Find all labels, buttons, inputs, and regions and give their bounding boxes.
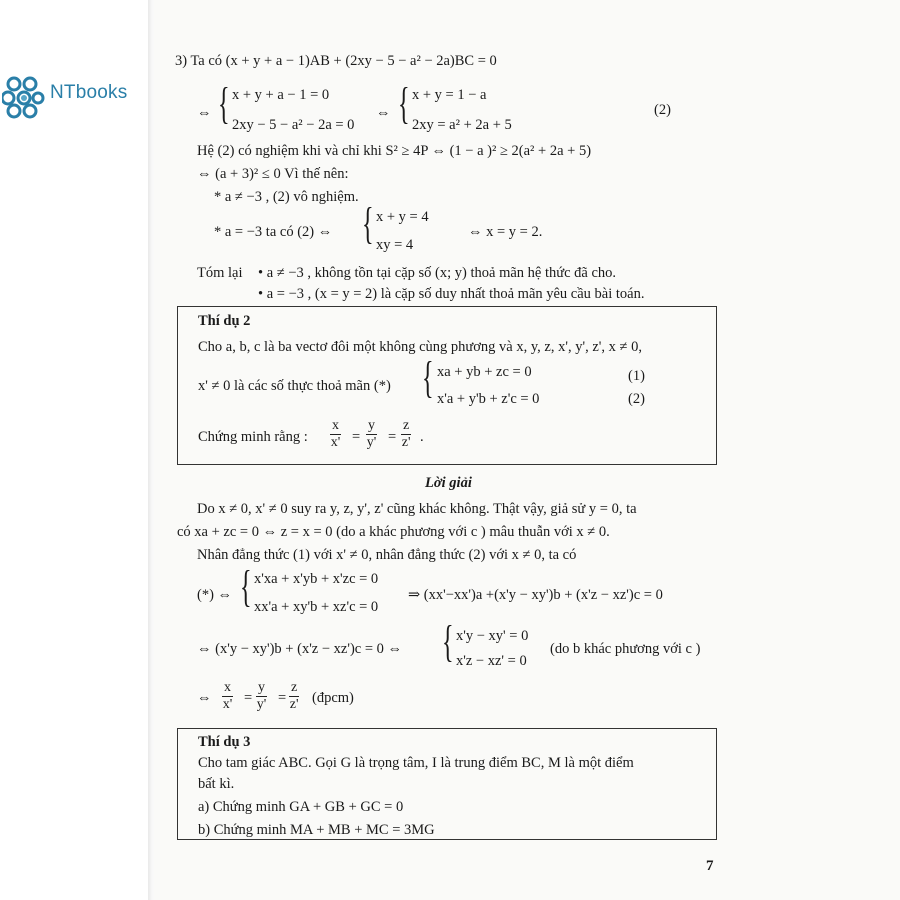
equation-tag: (2) [654,102,671,118]
system-brace: { [422,353,434,402]
equals-sign: = [278,690,287,706]
sys1-eq2: 2xy − 5 − a² − 2a = 0 [232,117,355,133]
fraction-x: $\frac{x}{x'}$ [222,680,233,712]
sys3-eq2: xy = 4 [376,237,414,253]
subtracted-result: ⇒ (xx'−xx')a +(x'y − xy')b + (x'z − xz')c = 0 [408,587,663,603]
fraction-y: $\frac{y}{y'}$ [366,418,377,450]
multiplied-eq1: x'xa + x'yb + x'zc = 0 [254,571,379,587]
part3-equiv2: ⇔ [376,105,391,121]
book-spine-margin [0,0,150,900]
sys2-eq1: x + y = 1 − a [412,87,487,103]
reduced-equation: ⇔ (x'y − xy')b + (x'z − xz')c = 0 ⇔ [197,641,403,657]
example-3-part-a: a) Chứng minh GA + GB + GC = 0 [198,799,404,815]
summary-item-1: • a ≠ −3 , không tồn tại cặp số (x; y) thoả mãn hệ thức đã cho. [258,265,617,281]
example-2-tag2: (2) [628,391,645,407]
fraction-z: $\frac{z}{z'}$ [401,418,411,450]
condition-eq1: x'y − xy' = 0 [456,628,529,644]
system-brace: { [442,617,454,666]
ntbooks-logo [2,72,152,122]
example-2-line1: Cho a, b, c là ba vectơ đôi một không cùng phương và x, y, z, x', y', z', x ≠ 0, [198,339,642,355]
part3-line5b: ⇔ x = y = 2. [468,224,543,240]
multiplied-eq2: xx'a + xy'b + xz'c = 0 [254,599,379,615]
part3-line3: ⇔ (a + 3)² ≤ 0 Vì thế nên: [197,166,349,182]
summary-label: Tóm lại [197,265,243,281]
solution-para3: Nhân đẳng thức (1) với x' ≠ 0, nhân đẳng thức (2) với x ≠ 0, ta có [197,547,577,563]
example-2-eq2: x'a + y'b + z'c = 0 [437,391,540,407]
sys3-eq1: x + y = 4 [376,209,429,225]
system-brace: { [398,79,410,128]
equals-sign: = [352,429,361,445]
example-2-prove: Chứng minh rằng : [198,429,308,445]
part3-equiv1: ⇔ [197,105,212,121]
star-equiv: (*) ⇔ [197,587,233,603]
example-2-title: Thí dụ 2 [198,313,251,329]
system-brace: { [218,79,230,128]
fraction-x: $\frac{x}{x'}$ [330,418,341,450]
solution-title: Lời giải [425,475,472,491]
part3-line1: 3) Ta có (x + y + a − 1)AB + (2xy − 5 − a² − 2a)BC = 0 [175,53,497,69]
equals-sign: = [244,690,253,706]
fraction-z: $\frac{z}{z'}$ [289,680,299,712]
example-3-line1: Cho tam giác ABC. Gọi G là trọng tâm, I là trung điểm BC, M là một điểm [198,755,634,771]
logo-text: NTbooks [50,82,128,103]
sys2-eq2: 2xy = a² + 2a + 5 [412,117,512,133]
example-2-eq1: xa + yb + zc = 0 [437,364,532,380]
example-3-line2: bất kì. [198,776,235,792]
part3-line4: * a ≠ −3 , (2) vô nghiệm. [214,189,359,205]
condition-eq2: x'z − xz' = 0 [456,653,527,669]
system-brace: { [240,562,252,611]
period: . [420,429,424,445]
final-equiv: ⇔ [197,690,212,706]
part3-line5a: * a = −3 ta có (2) ⇔ [214,224,333,240]
reason-note: (do b khác phương với c ) [550,641,701,657]
example-2-line2: x' ≠ 0 là các số thực thoả mãn (*) [198,378,391,394]
system-brace: { [362,199,374,248]
fraction-y: $\frac{y}{y'}$ [256,680,267,712]
summary-item-2: • a = −3 , (x = y = 2) là cặp số duy nhất thoả mãn yêu cầu bài toán. [258,286,645,302]
example-3-title: Thí dụ 3 [198,734,251,750]
sys1-eq1: x + y + a − 1 = 0 [232,87,330,103]
molecule-logo-icon [2,74,48,120]
solution-para1: Do x ≠ 0, x' ≠ 0 suy ra y, z, y', z' cũng khác không. Thật vậy, giả sử y = 0, ta [197,501,637,517]
example-3-part-b: b) Chứng minh MA + MB + MC = 3MG [198,822,435,838]
equals-sign: = [388,429,397,445]
example-2-tag1: (1) [628,368,645,384]
solution-para2: có xa + zc = 0 ⇔ z = x = 0 (do a khác phương với c ) mâu thuẫn với x ≠ 0. [177,524,610,540]
qed-note: (đpcm) [312,690,354,706]
part3-line2: Hệ (2) có nghiệm khi và chỉ khi S² ≥ 4P ⇔ (1 − a )² ≥ 2(a² + 2a + 5) [197,143,592,159]
page-number: 7 [706,858,714,874]
